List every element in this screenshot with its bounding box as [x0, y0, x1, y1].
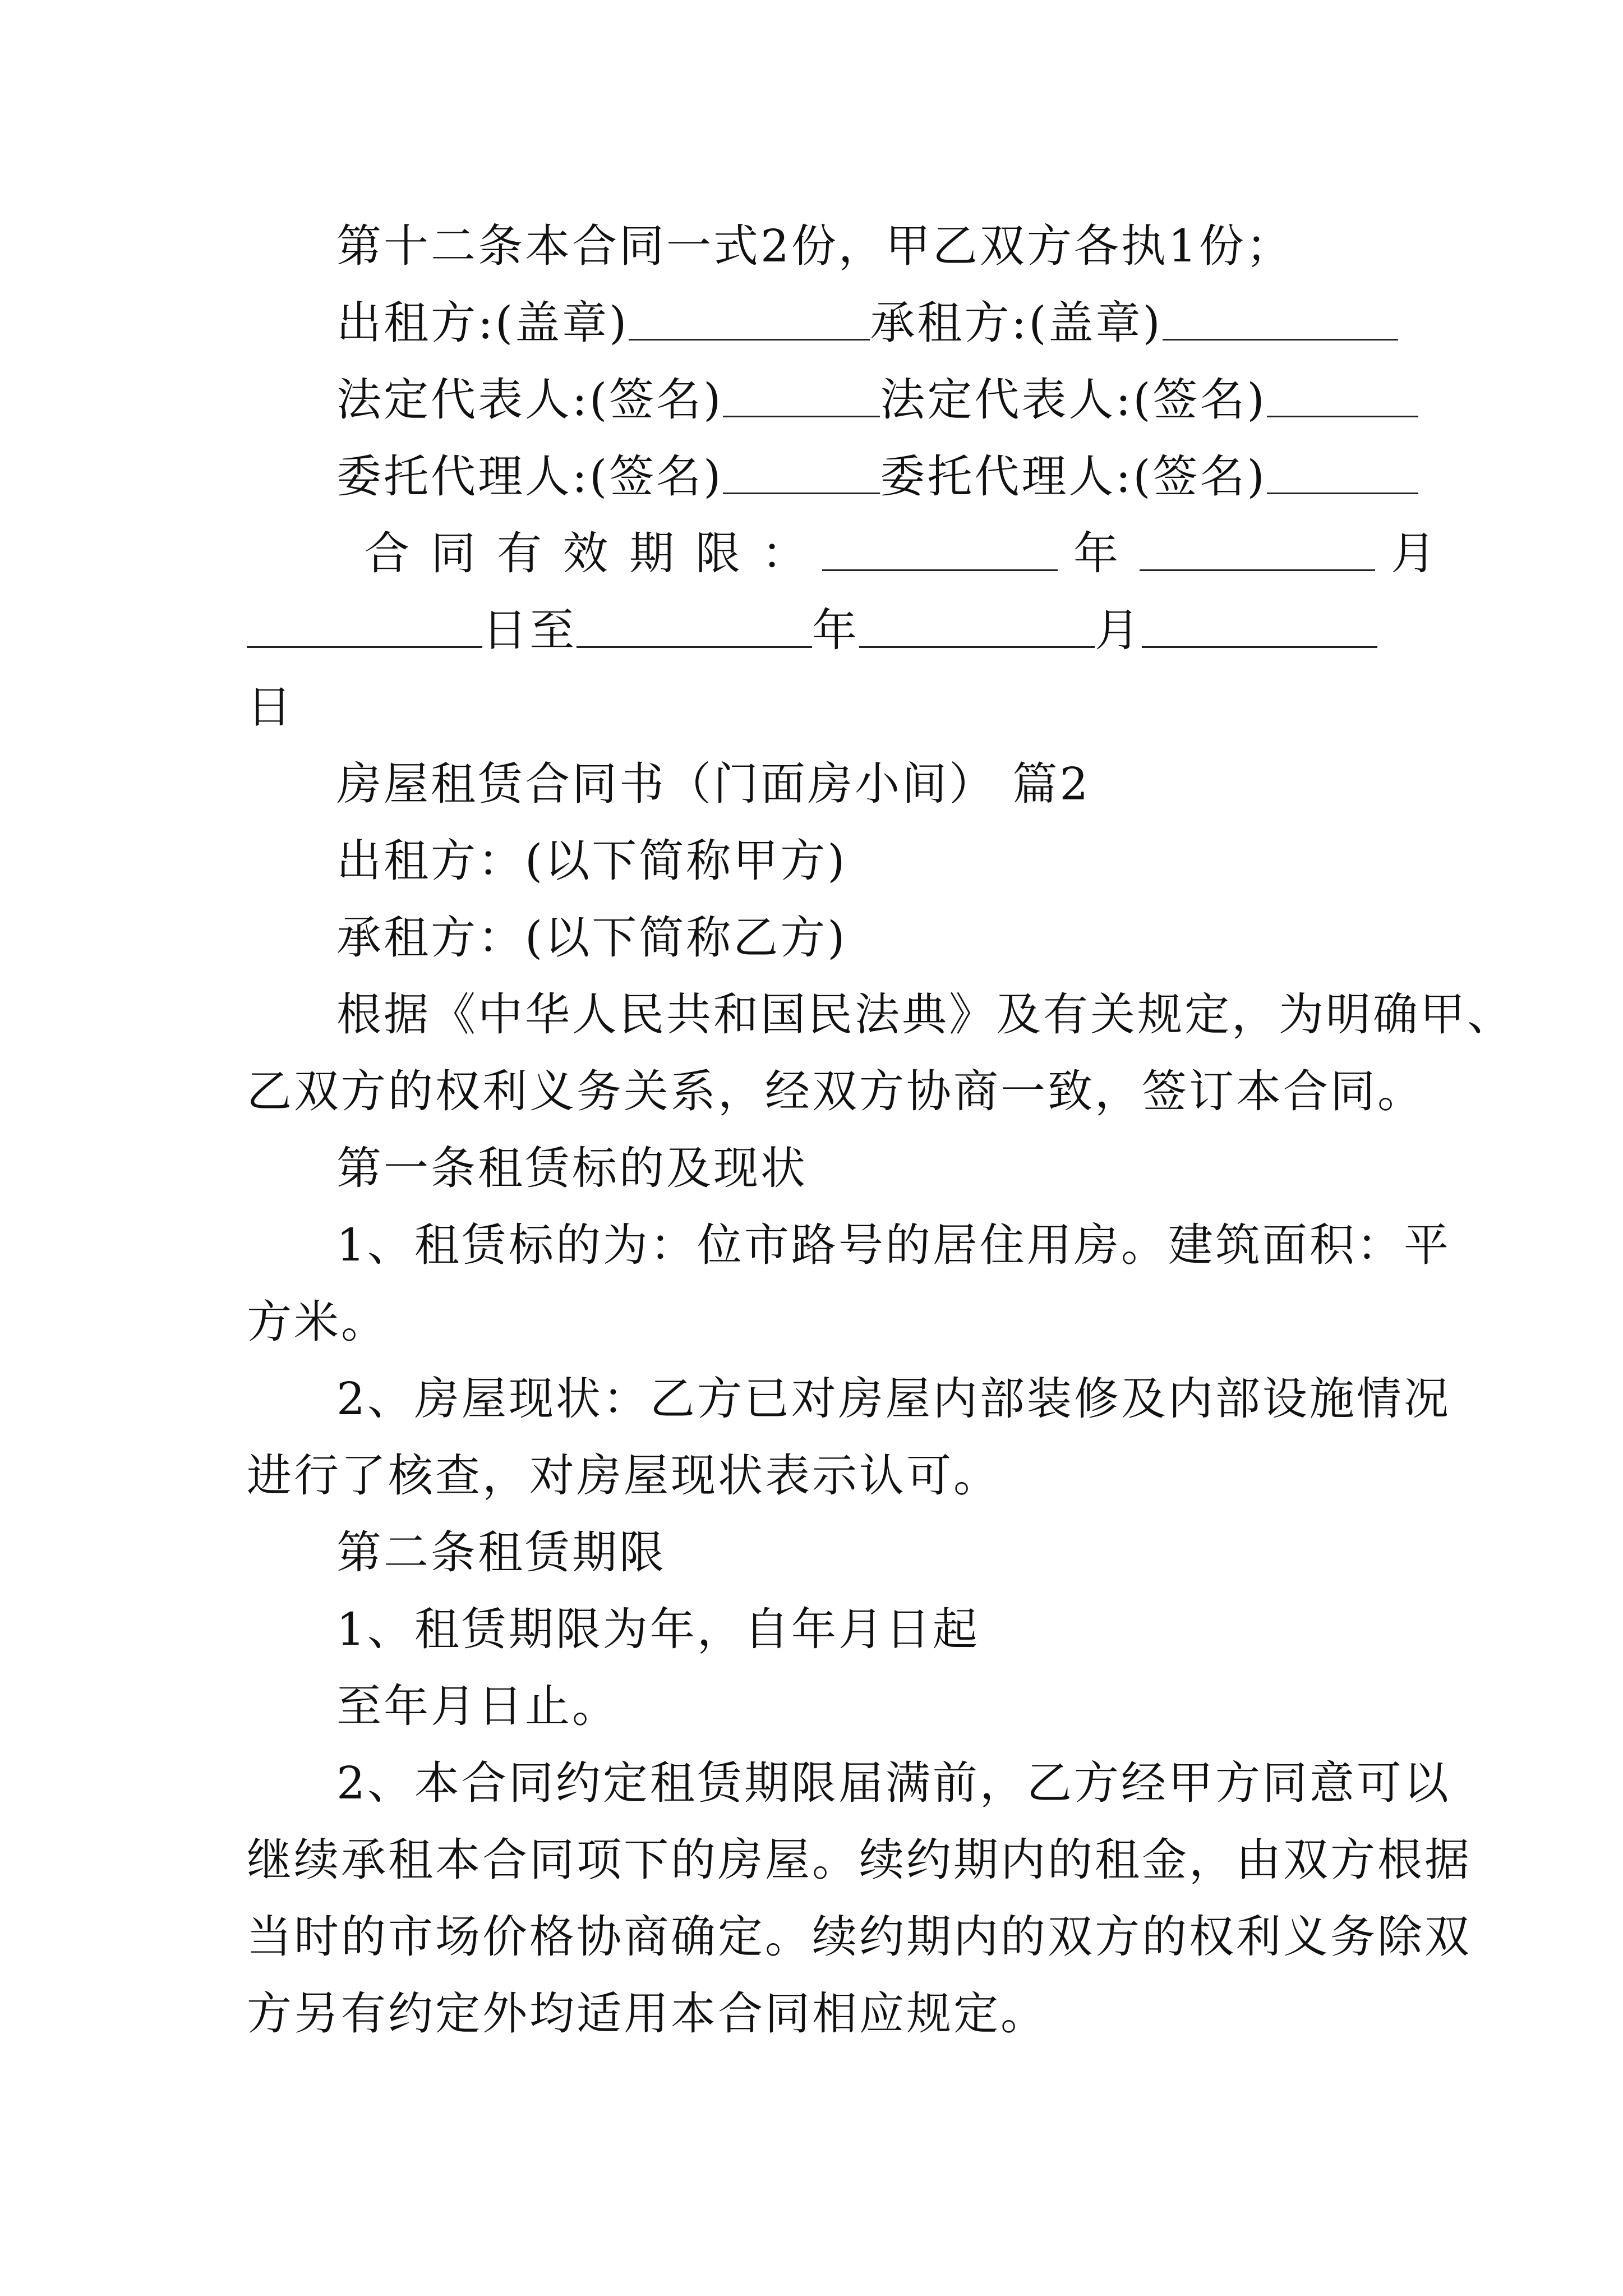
article-2-item-2-text-1: 2、本合同约定租赁期限届满前，乙方经甲方同意可以: [336, 1757, 1451, 1809]
article-2-item-1-line-2: [247, 1668, 1385, 1745]
article-1-item-2-text-2: 进行了核查，对房屋现状表示认可。: [247, 1450, 1000, 1502]
lessor-seal-label: 出租方:(盖章): [336, 297, 629, 349]
validity-blank-1: [822, 536, 1058, 571]
lessor-text: 出租方：(以下简称甲方): [336, 835, 847, 887]
article-2-title: [247, 1514, 1385, 1591]
lessee-line: [247, 899, 1385, 976]
clause-12: [247, 208, 1385, 284]
article-1-item-1-line-1: [247, 1207, 1451, 1283]
article-2-item-2-text-3: 当时的市场价格协商确定。续约期内的双方的权利义务除双: [247, 1911, 1472, 1963]
validity-blank-6: [1142, 613, 1377, 648]
intro-line-1: [247, 976, 1514, 1053]
validity-year-1: 年: [1073, 527, 1140, 579]
agent-1-blank: [723, 459, 880, 494]
lessee-seal-label: 承租方:(盖章): [870, 297, 1163, 349]
validity-label: 合同有效期限：: [365, 527, 828, 579]
article-2-item-2-text-4: 方另有约定外均适用本合同相应规定。: [247, 1987, 1048, 2040]
article-2-item-1-text-1: 1、租赁期限为年，自年月日起: [336, 1603, 980, 1655]
lessor-seal-blank: [629, 305, 870, 341]
validity-line-1: [247, 515, 1457, 592]
section-title: [247, 746, 1385, 822]
article-2-item-1-line-1: [247, 1591, 1385, 1668]
section-title-text: 房屋租赁合同书（门面房小间） 篇2: [336, 758, 1091, 810]
legal-rep-line: [247, 361, 1385, 438]
article-2-item-2-line-3: [247, 1898, 1472, 1975]
article-2-item-2-line-2: [247, 1821, 1472, 1898]
validity-month-2: 月: [1095, 604, 1142, 656]
article-2-title-text: 第二条租赁期限: [336, 1526, 666, 1579]
agent-2-label: 委托代理人:(签名): [880, 450, 1267, 503]
article-1-item-1-line-2: [247, 1283, 1385, 1360]
legal-rep-2-label: 法定代表人:(签名): [880, 374, 1267, 426]
article-2-item-2-text-2: 继续承租本合同项下的房屋。续约期内的租金，由双方根据: [247, 1834, 1472, 1886]
article-1-item-2-text-1: 2、房屋现状：乙方已对房屋内部装修及内部设施情况: [336, 1373, 1451, 1425]
lessor-line: [247, 822, 1385, 899]
seal-line: [247, 284, 1385, 361]
article-1-item-1-text-2: 方米。: [247, 1296, 388, 1348]
validity-blank-5: [859, 613, 1095, 648]
validity-blank-3: [247, 613, 482, 648]
document-body: [247, 208, 1514, 2052]
legal-rep-2-blank: [1267, 382, 1418, 417]
lessee-seal-blank: [1163, 305, 1398, 341]
agent-2-blank: [1267, 459, 1418, 494]
validity-line-2: [247, 592, 1385, 669]
validity-blank-4: [577, 613, 812, 648]
article-1-title: [247, 1130, 1385, 1207]
article-2-item-1-text-2: 至年月日止。: [336, 1680, 619, 1732]
legal-rep-1-blank: [723, 382, 880, 417]
article-1-item-2-line-2: [247, 1437, 1385, 1514]
article-2-item-2-line-1: [247, 1745, 1451, 1821]
validity-month-1: 月: [1391, 527, 1457, 579]
intro-text-1: 根据《中华人民共和国民法典》及有关规定，为明确甲、: [336, 988, 1514, 1041]
article-1-item-1-text-1: 1、租赁标的为：位市路号的居住用房。建筑面积：平: [336, 1219, 1451, 1271]
legal-rep-1-label: 法定代表人:(签名): [336, 374, 723, 426]
validity-year-2: 年: [812, 604, 859, 656]
intro-line-2: [247, 1053, 1424, 1130]
validity-line-3: [247, 669, 1385, 746]
article-1-title-text: 第一条租赁标的及现状: [336, 1142, 808, 1194]
agent-1-label: 委托代理人:(签名): [336, 450, 723, 503]
validity-day-end: 日: [247, 681, 294, 733]
validity-blank-2: [1140, 536, 1375, 571]
intro-text-2: 乙双方的权利义务关系，经双方协商一致，签订本合同。: [247, 1065, 1424, 1117]
lessee-text: 承租方：(以下简称乙方): [336, 912, 847, 964]
agent-line: [247, 438, 1385, 515]
validity-day-to: 日至: [482, 604, 577, 656]
article-1-item-2-line-1: [247, 1360, 1451, 1437]
article-2-item-2-line-4: [247, 1975, 1385, 2052]
clause-12-text: 第十二条本合同一式2份，甲乙双方各执1份；: [336, 220, 1293, 272]
